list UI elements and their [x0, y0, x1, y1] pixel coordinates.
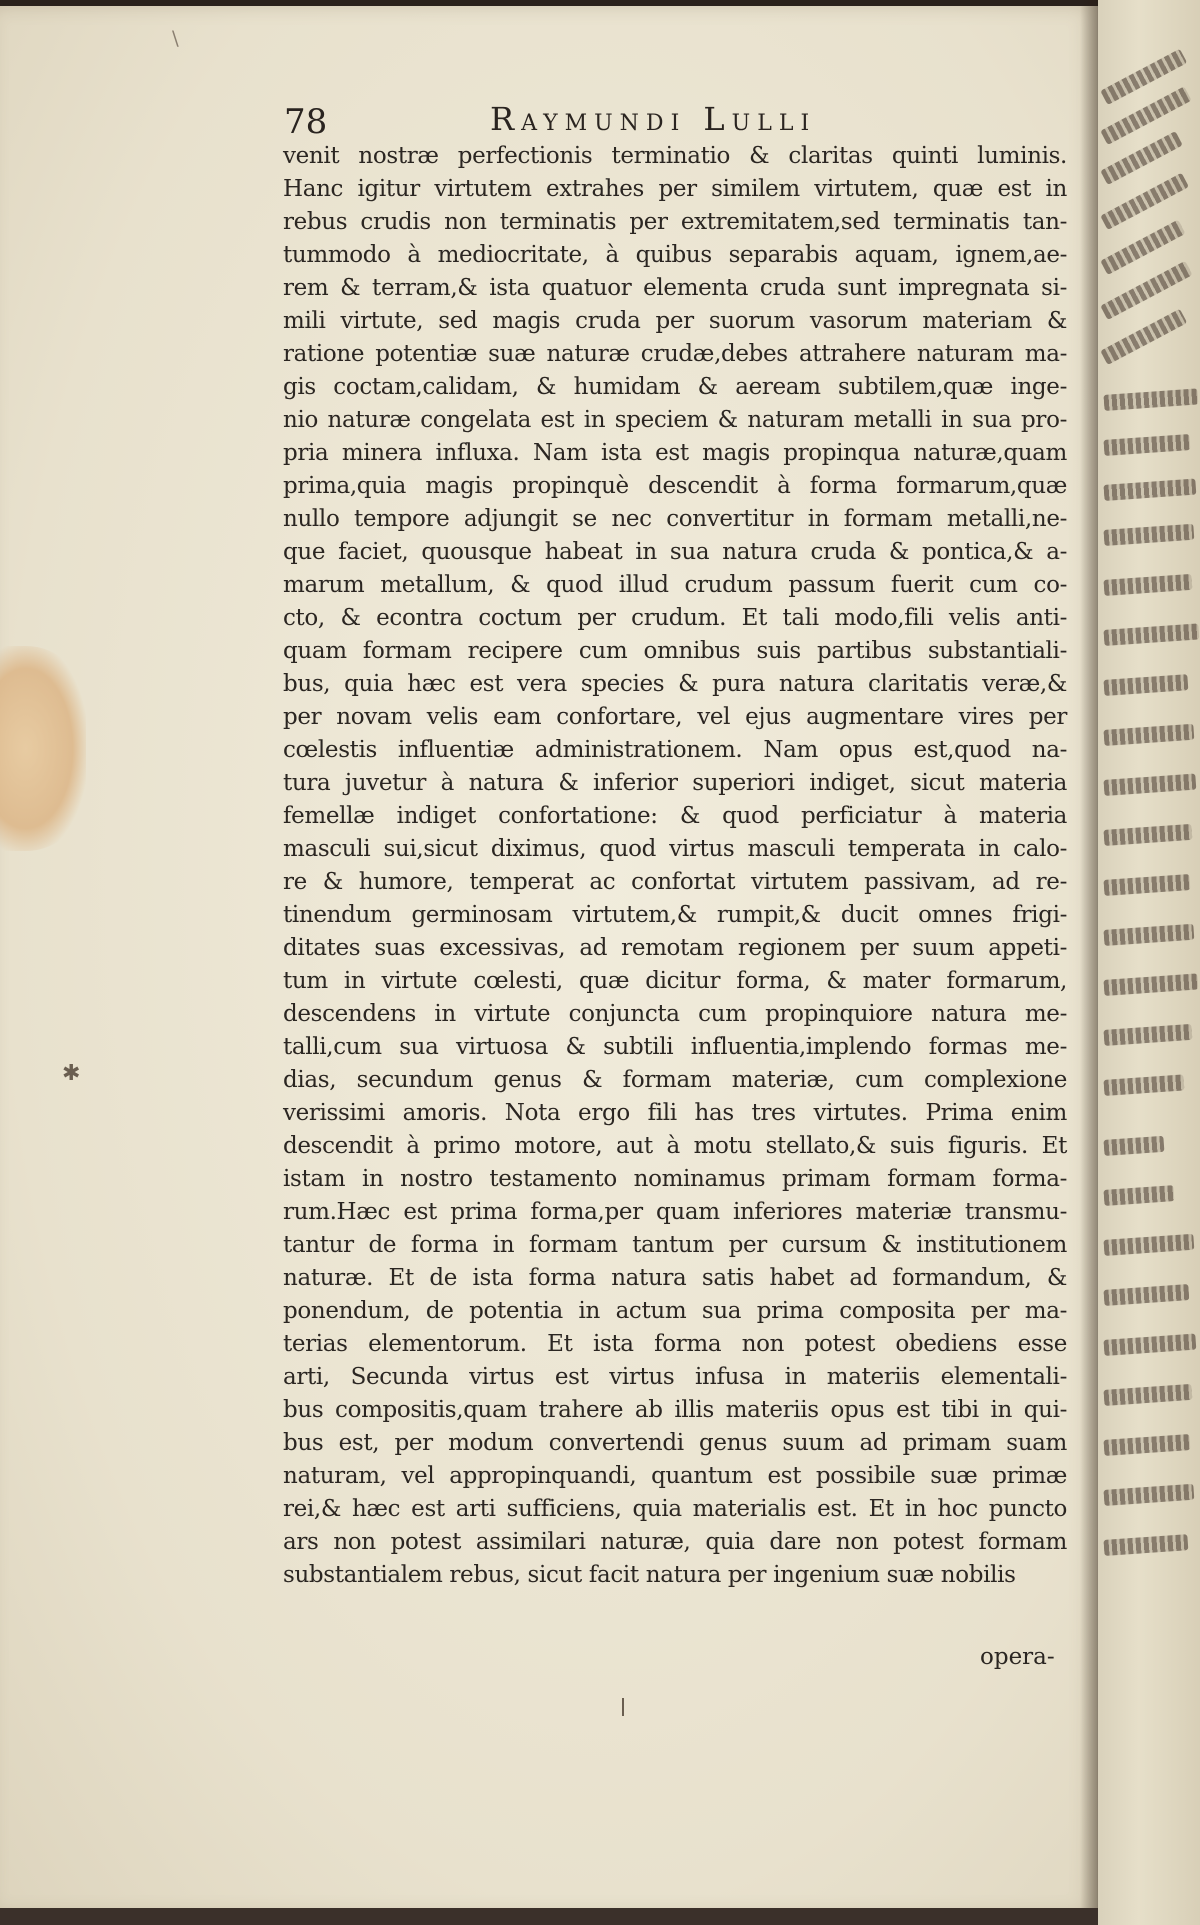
text-line: nullo tempore adjungit se nec convertitur in formam metalli,ne-: [283, 506, 1067, 532]
facing-page-text-fragment: [1103, 1185, 1174, 1206]
facing-page-text-fragment: [1103, 388, 1198, 411]
facing-page-edge: [1098, 0, 1200, 1925]
text-line: ratione potentiæ suæ naturæ crudæ,debes attrahere naturam ma-: [283, 341, 1067, 367]
page-header: [284, 96, 1084, 140]
facing-page-text-fragment: [1103, 1334, 1196, 1356]
facing-page-text-fragment: [1103, 824, 1192, 846]
text-line: ars non potest assimilari naturæ, quia dare non potest formam: [283, 1529, 1067, 1555]
facing-page-text-fragment: [1103, 524, 1194, 546]
text-line: tinendum germinosam virtutem,& rumpit,& ducit omnes frigi-: [283, 902, 1067, 928]
text-line: dias, secundum genus & formam materiæ, cum complexione: [283, 1067, 1067, 1093]
text-line: rum.Hæc est prima forma,per quam inferiores materiæ transmu-: [283, 1199, 1067, 1225]
text-line: quam formam recipere cum omnibus suis partibus substantiali-: [283, 638, 1067, 664]
facing-page-text-fragment: [1103, 1234, 1194, 1256]
book-page: [0, 6, 1098, 1914]
text-line: verissimi amoris. Nota ergo fili has tres virtutes. Prima enim: [283, 1100, 1067, 1126]
text-line: cœlestis influentiæ administrationem. Nam opus est,quod na-: [283, 737, 1067, 763]
facing-page-text-fragment: [1103, 1534, 1188, 1556]
text-line: femellæ indiget confortatione: & quod perficiatur à materia: [283, 803, 1067, 829]
text-line: arti, Secunda virtus est virtus infusa in materiis elementali-: [283, 1364, 1067, 1390]
text-line: ditates suas excessivas, ad remotam regionem per suum appeti-: [283, 935, 1067, 961]
text-line: naturæ. Et de ista forma natura satis habet ad formandum, &: [283, 1265, 1067, 1291]
facing-page-text-fragment: [1100, 309, 1187, 365]
text-line: talli,cum sua virtuosa & subtili influentia,implendo formas me-: [283, 1034, 1067, 1060]
text-line: rem & terram,& ista quatuor elementa cruda sunt impregnata si-: [283, 275, 1067, 301]
text-line: rei,& hæc est arti sufficiens, quia materialis est. Et in hoc puncto: [283, 1496, 1067, 1522]
facing-page-text-fragment: [1103, 479, 1196, 501]
text-line: descendens in virtute conjuncta cum propinquiore natura me-: [283, 1001, 1067, 1027]
text-line: Hanc igitur virtutem extrahes per similem virtutem, quæ est in: [283, 176, 1067, 202]
text-line: naturam, vel appropinquandi, quantum est possibile suæ primæ: [283, 1463, 1067, 1489]
text-line: tura juvetur à natura & inferior superiori indiget, sicut materia: [283, 770, 1067, 796]
text-line: terias elementorum. Et ista forma non potest obediens esse: [283, 1331, 1067, 1357]
text-line: venit nostræ perfectionis terminatio & claritas quinti luminis.: [283, 143, 1067, 169]
text-line: re & humore, temperat ac confortat virtutem passivam, ad re-: [283, 869, 1067, 895]
facing-page-text-fragment: [1103, 1484, 1194, 1506]
text-line: descendit à primo motore, aut à motu stellato,& suis figuris. Et: [283, 1133, 1067, 1159]
facing-page-text-fragment: [1103, 1136, 1164, 1156]
text-line: tummodo à mediocritate, à quibus separabis aquam, ignem,ae-: [283, 242, 1067, 268]
text-line: bus, quia hæc est vera species & pura natura claritatis veræ,&: [283, 671, 1067, 697]
facing-page-text-fragment: [1103, 434, 1190, 456]
text-line: substantialem rebus, sicut facit natura per ingenium suæ nobilis: [283, 1562, 1016, 1588]
text-line: bus compositis,quam trahere ab illis materiis opus est tibi in qui-: [283, 1397, 1067, 1423]
text-line: prima,quia magis propinquè descendit à forma formarum,quæ: [283, 473, 1067, 499]
facing-page-text-fragment: [1103, 924, 1194, 946]
facing-page-text-fragment: [1103, 724, 1194, 746]
text-line: cto, & econtra coctum per crudum. Et tali modo,fili velis anti-: [283, 605, 1067, 631]
facing-page-text-fragment: [1103, 874, 1190, 896]
text-line: tum in virtute cœlesti, quæ dicitur forma, & mater formarum,: [283, 968, 1067, 994]
text-line: ponendum, de potentia in actum sua prima composita per ma-: [283, 1298, 1067, 1324]
body-text: [283, 140, 1067, 1592]
text-line: rebus crudis non terminatis per extremitatem,sed terminatis tan-: [283, 209, 1067, 235]
facing-page-text-fragment: [1103, 623, 1199, 646]
page-number: 78: [284, 102, 328, 142]
catchword: opera-: [980, 1644, 1055, 1670]
facing-page-text-fragment: [1103, 574, 1192, 596]
facing-page-text-fragment: [1103, 1284, 1189, 1306]
text-line: mili virtute, sed magis cruda per suorum vasorum materiam &: [283, 308, 1067, 334]
text-line: pria minera influxa. Nam ista est magis propinqua naturæ,quam: [283, 440, 1067, 466]
text-line: tantur de forma in formam tantum per cursum & institutionem: [283, 1232, 1067, 1258]
table-edge: [0, 1908, 1098, 1925]
text-line: que faciet, quousque habeat in sua natura cruda & pontica,& a-: [283, 539, 1067, 565]
facing-page-text-fragment: [1103, 1074, 1184, 1096]
text-line: per novam velis eam confortare, vel ejus augmentare vires per: [283, 704, 1067, 730]
running-title: Raymundi Lulli: [490, 100, 817, 138]
text-line: istam in nostro testamento nominamus primam formam forma-: [283, 1166, 1067, 1192]
facing-page-text-fragment: [1103, 674, 1188, 696]
text-line: masculi sui,sicut diximus, quod virtus masculi temperata in calo-: [283, 836, 1067, 862]
facing-page-text-fragment: [1103, 973, 1198, 996]
facing-page-text-fragment: [1103, 1434, 1190, 1456]
paper-stain: [0, 646, 86, 851]
facing-page-text-fragment: [1103, 1024, 1192, 1046]
margin-mark: ✱: [62, 1061, 81, 1086]
corner-mark: \: [172, 26, 179, 50]
text-line: nio naturæ congelata est in speciem & naturam metalli in sua pro-: [283, 407, 1067, 433]
bottom-mark: [622, 1698, 624, 1716]
text-line: marum metallum, & quod illud crudum passum fuerit cum co-: [283, 572, 1067, 598]
facing-page-text-fragment: [1103, 774, 1196, 796]
text-line: gis coctam,calidam, & humidam & aeream subtilem,quæ inge-: [283, 374, 1067, 400]
text-line: bus est, per modum convertendi genus suum ad primam suam: [283, 1430, 1067, 1456]
facing-page-text-fragment: [1103, 1384, 1192, 1406]
